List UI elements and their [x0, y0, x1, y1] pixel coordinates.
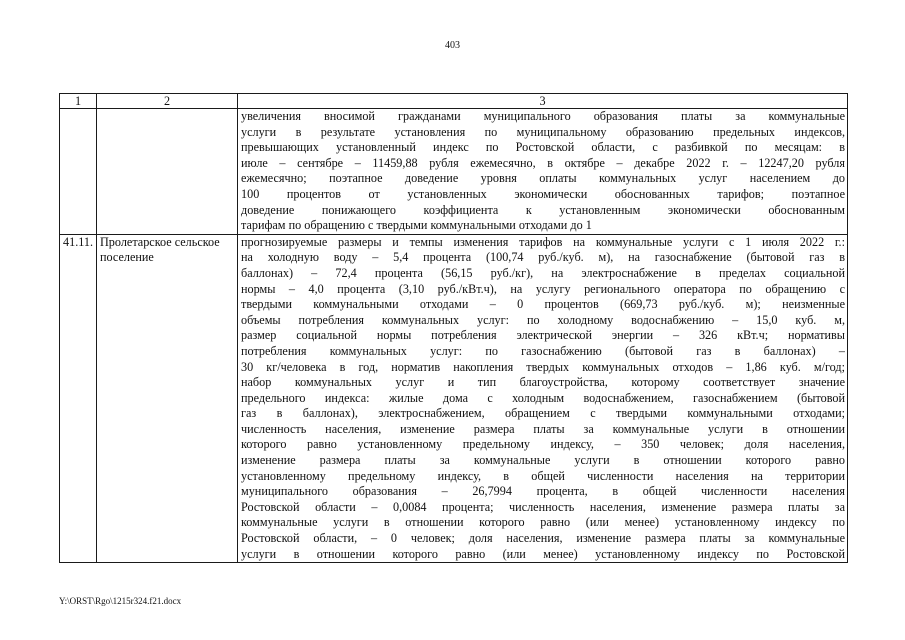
settlement-name-cell: [97, 109, 238, 235]
text-line: муниципального образования – 26,7994 процента, в общей численности населения: [241, 484, 845, 499]
text-line: услуги в отношении которого равно (или менее) установленному индексу по Ростовской: [241, 546, 845, 561]
column-header-1: 1: [60, 94, 97, 109]
text-line: Ростовской области, – 0 человек; доля населения, изменение размера платы за коммунальные: [241, 531, 845, 546]
text-line: 30 кг/человека в год, норматив накопления твердых коммунальных отходов – 1,86 куб. м/год;: [241, 359, 845, 374]
text-line: потребления коммунальных услуг: по газоснабжению (бытовой газ в баллонах) –: [241, 343, 845, 358]
page-number: 403: [445, 40, 460, 51]
text-line: предельного индекса: жилые дома с холодным водоснабжением, газоснабжением (бытовой: [241, 390, 845, 405]
text-line: 100 процентов от установленных экономически обоснованных тарифов; поэтапное: [241, 186, 845, 201]
text-line: газ в баллонах), электроснабжением, обращением с твердыми коммунальными отходами;: [241, 406, 845, 421]
description-cell: [238, 234, 848, 562]
table-row: [60, 109, 848, 235]
text-line: тарифам по обращению с твердыми коммунальными отходами до 1: [241, 218, 592, 233]
text-line: коммунальные услуги в отношении которого равно (или менее) установленному индексу по: [241, 515, 845, 530]
text-line: которого равно установленному предельному индексу, – 350 человек; доля населения,: [241, 437, 845, 452]
text-line: увеличения вносимой гражданами муниципального образования платы за коммунальные: [241, 109, 845, 123]
row-number-cell: 41.11.: [60, 234, 97, 562]
text-line: размер социальной нормы потребления электрической энергии – 326 кВт.ч; нормативы: [241, 328, 845, 343]
text-line: нормы – 4,0 процента (3,10 руб./кВт.ч), на услугу регионального оператора по обращению с: [241, 281, 845, 296]
text-line: прогнозируемые размеры и темпы изменения тарифов на коммунальные услуги с 1 июля 2022 г.:: [241, 234, 845, 249]
table-row: [60, 234, 848, 562]
text-line: численность населения, изменение размера платы за коммунальные услуги в отношении: [241, 421, 845, 436]
text-line: превышающих установленный индекс по Ростовской области, с разбивкой по месяцам: в: [241, 140, 845, 155]
text-line: услуги в результате установления по муниципальному образованию предельных индексов,: [241, 124, 845, 139]
text-line: баллонах) – 72,4 процента (56,15 руб./кг), на электроснабжение в пределах социальной: [241, 265, 845, 280]
column-header-2: 2: [97, 94, 238, 109]
text-line: объемы потребления коммунальных услуг: по холодному водоснабжению – 15,0 куб. м,: [241, 312, 845, 327]
document-table: [59, 93, 848, 563]
row-number-cell: [60, 109, 97, 235]
text-line: доведение понижающего коэффициента к установленным экономически обоснованным: [241, 202, 845, 217]
document-file-path: Y:\ORST\Rgo\1215r324.f21.docx: [59, 596, 182, 606]
text-line: набор коммунальных услуг и тип благоустройства, которому соответствует значение: [241, 375, 845, 390]
table-header-row: [60, 94, 848, 109]
text-line: твердыми коммунальными отходами – 0 процентов (669,73 руб./куб. м); неизменные: [241, 297, 845, 312]
text-line: ежемесячно; поэтапное доведение уровня оплаты коммунальных услуг населением до: [241, 171, 845, 186]
column-header-3: 3: [238, 94, 848, 109]
settlement-name-cell: Пролетарское сельское поселение: [97, 234, 238, 562]
text-line: Ростовской области – 0,0084 процента; численность населения, изменение размера платы за: [241, 499, 845, 514]
text-line: изменение размера платы за коммунальные услуги в отношении которого равно: [241, 453, 845, 468]
text-line: июле – сентябре – 11459,88 рубля ежемесячно, в октябре – декабре 2022 г. – 12247,20 рубля: [241, 155, 845, 170]
text-line: установленному предельному индексу, в общей численности населения на территории: [241, 468, 845, 483]
text-line: на холодную воду – 5,4 процента (100,74 руб./куб. м), на газоснабжение (бытовой газ в: [241, 250, 845, 265]
description-cell: [238, 109, 848, 235]
